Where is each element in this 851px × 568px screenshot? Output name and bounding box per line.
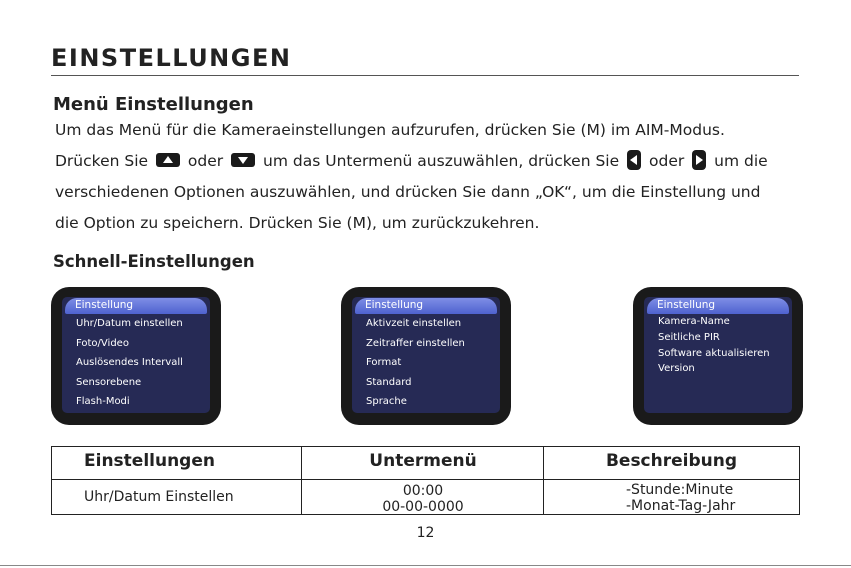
table-cell-description [626,482,735,514]
down-arrow-key-icon [231,153,255,167]
intro-text: oder [187,152,224,170]
intro-text: um die [714,152,768,170]
screen-title-bar [65,298,207,314]
table-header-description: Beschreibung [605,451,738,471]
screen-menu-item: Format [366,357,402,368]
screen-title-bar [647,298,789,314]
screen-menu-item: Aktivzeit einstellen [366,318,462,329]
screen-menu-item: Foto/Video [76,338,129,349]
intro-line: Um das Menü für die Kameraeinstellungen aufzurufen, drücken Sie (M) im AIM-Modus. [55,121,725,139]
intro-line: die Option zu speichern. Drücken Sie (M), um zurückzukehren. [55,214,540,232]
screen-menu-item: Seitliche PIR [658,332,720,343]
screen-menu-item: Flash-Modi [76,396,130,407]
page-heading: EINSTELLUNGEN [51,44,292,72]
heading-rule [51,75,799,76]
screen-title: Einstellung [75,299,134,311]
intro-text: oder [649,152,685,170]
screen-menu-item: Uhr/Datum einstellen [76,318,183,329]
screen-menu-item: Auslösendes Intervall [76,357,183,368]
table-divider [52,479,799,480]
screen-title: Einstellung [365,299,424,311]
table-cell-submenu [302,483,544,515]
description-line: -Monat-Tag-Jahr [626,498,736,514]
quick-settings-title: Schnell-Einstellungen [53,252,255,271]
settings-table [51,446,800,515]
screen-title: Einstellung [657,299,716,311]
table-cell-setting: Uhr/Datum Einstellen [84,489,234,505]
page-number: 12 [416,525,435,541]
table-header-submenu: Untermenü [369,451,477,471]
menu-section-title: Menü Einstellungen [53,94,254,115]
intro-text: um das Untermenü auszuwählen, drücken Sie [263,152,620,170]
left-arrow-key-icon [627,150,641,170]
camera-screen-2 [341,287,511,425]
intro-line: verschiedenen Optionen auszuwählen, und drücken Sie dann „OK“, um die Einstellung und [55,183,761,201]
intro-text: Drücken Sie [55,152,149,170]
table-header-settings: Einstellungen [84,451,215,471]
screen-menu-item: Software aktualisieren [658,348,770,359]
intro-line [55,152,768,170]
up-arrow-key-icon [156,153,180,167]
screen-display [644,297,792,413]
submenu-line: 00-00-0000 [382,499,464,515]
screen-display [352,297,500,413]
screen-menu-item: Sprache [366,396,407,407]
camera-screen-1 [51,287,221,425]
submenu-line: 00:00 [402,483,444,499]
screen-menu-item: Standard [366,377,412,388]
screen-display [62,297,210,413]
description-line: -Stunde:Minute [626,482,734,498]
screen-menu-item: Sensorebene [76,377,142,388]
screen-menu-item: Version [658,363,695,374]
right-arrow-key-icon [692,150,706,170]
screen-menu-item: Kamera-Name [658,316,730,327]
screen-title-bar [355,298,497,314]
camera-screen-3 [633,287,803,425]
bottom-rule [0,565,851,566]
screen-menu-item: Zeitraffer einstellen [366,338,465,349]
